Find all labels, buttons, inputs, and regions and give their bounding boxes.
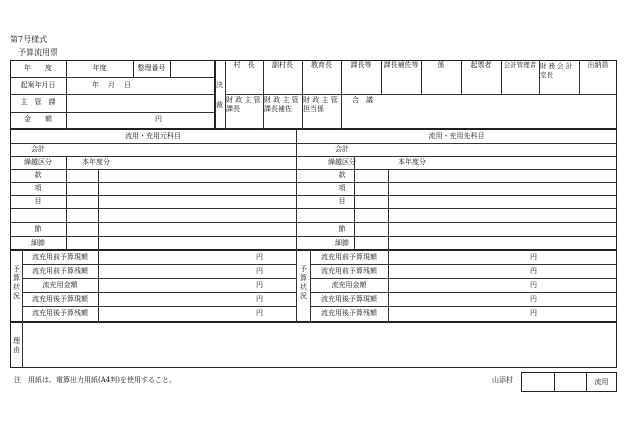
approval-finance-office-chief: 財 務 会 計 室長: [540, 62, 573, 79]
source-budget-pre-current: 流充用前予算現額: [32, 253, 88, 261]
year-value: 年度: [92, 64, 107, 72]
budget-side-label-left: 予算状況: [13, 265, 20, 300]
source-row-kan: 款: [34, 171, 42, 179]
approval-accounting-manager: 会計管理者: [503, 61, 537, 69]
source-yen-1: 円: [256, 253, 263, 261]
dest-yen-2: 円: [530, 267, 537, 275]
source-row-carry: 繰越区分: [24, 158, 52, 166]
dest-budget-pre-remain: 流充用前予算残額: [321, 267, 377, 275]
dest-budget-post-current: 流充用後予算現額: [321, 295, 377, 303]
dest-accounts-title: 流用・充用先科目: [428, 132, 485, 140]
approval-consultation: 合 議: [352, 96, 373, 104]
date-value: 年 月 日: [92, 81, 132, 89]
dest-row-saisetsu: 細節: [335, 239, 349, 247]
reason-field[interactable]: [23, 323, 616, 367]
dest-carry-value: 本年度分: [398, 158, 426, 166]
source-yen-4: 円: [256, 295, 263, 303]
approval-finance-staff: 財 政 主 管 担当係: [303, 96, 338, 113]
dest-row-setsu: 節: [338, 225, 346, 233]
source-yen-2: 円: [256, 267, 263, 275]
form-title: 予算流用票: [18, 48, 58, 57]
source-budget-pre-remain: 流充用前予算残額: [32, 267, 88, 275]
approval-assistant-chief: 課長補佐等: [383, 61, 419, 69]
dest-budget-post-remain: 流充用後予算残額: [321, 309, 377, 317]
approval-side-2: 裁: [216, 101, 223, 109]
manager-field[interactable]: [67, 95, 214, 111]
approval-unit: 係: [437, 61, 445, 69]
approval-side-1: 決: [216, 81, 223, 89]
approval-drafter: 起票者: [470, 61, 492, 69]
reason-label: 理由: [13, 337, 20, 354]
source-row-account: 会計: [31, 145, 45, 153]
footer-stamp-label: 流用: [594, 378, 609, 386]
ref-label: 整理番号: [137, 64, 166, 72]
dest-yen-3: 円: [530, 281, 537, 289]
source-accounts-title: 流用・充用元科目: [125, 132, 181, 140]
dest-budget-transfer-amount: 流充用金額: [331, 281, 367, 289]
dest-budget-pre-current: 流充用前予算現額: [321, 253, 377, 261]
approval-cashier: 出納員: [587, 61, 609, 69]
source-row-setsu: 節: [34, 225, 42, 233]
footer-note: 注 用紙は、電算出力用紙(A4判)を使用すること。: [14, 376, 176, 384]
source-yen-3: 円: [256, 281, 263, 289]
dest-row-moku: 目: [338, 197, 346, 205]
dest-yen-1: 円: [530, 253, 537, 261]
dest-row-carry: 繰越区分: [328, 158, 356, 166]
dest-row-kou: 項: [338, 184, 346, 192]
budget-side-label-right: 予算状況: [300, 265, 307, 300]
amount-unit: 円: [155, 115, 162, 123]
dest-row-account: 会計: [335, 145, 349, 153]
form-number: 第7号様式: [10, 35, 48, 44]
manager-label: 主 管 課: [20, 98, 56, 106]
ref-number-field[interactable]: [171, 61, 214, 76]
dest-yen-5: 円: [530, 309, 537, 317]
date-label: 起案年月日: [20, 81, 56, 89]
source-budget-transfer-amount: 流充用金額: [42, 281, 78, 289]
source-budget-post-current: 流充用後予算現額: [32, 295, 88, 303]
dest-row-kan: 款: [338, 171, 346, 179]
dest-yen-4: 円: [530, 295, 537, 303]
approval-finance-assistant-chief: 財 政 主 管 課長補佐: [264, 96, 299, 113]
approval-mayor: 村 長: [233, 61, 255, 69]
source-budget-post-remain: 流充用後予算残額: [32, 309, 88, 317]
approval-section-chief: 課長等: [350, 61, 372, 69]
footer-village: 山添村: [492, 376, 513, 384]
approval-superintendent: 教育長: [311, 61, 332, 69]
source-row-kou: 項: [34, 184, 42, 192]
source-carry-value: 本年度分: [82, 158, 110, 166]
source-yen-5: 円: [256, 309, 263, 317]
source-row-moku: 目: [34, 197, 42, 205]
approval-deputy-mayor: 副村長: [272, 61, 293, 69]
year-label: 年 度: [24, 64, 52, 72]
amount-label: 金 額: [24, 115, 52, 123]
source-row-saisetsu: 細節: [31, 239, 45, 247]
approval-finance-chief: 財 政 主 管 課長: [226, 96, 261, 113]
